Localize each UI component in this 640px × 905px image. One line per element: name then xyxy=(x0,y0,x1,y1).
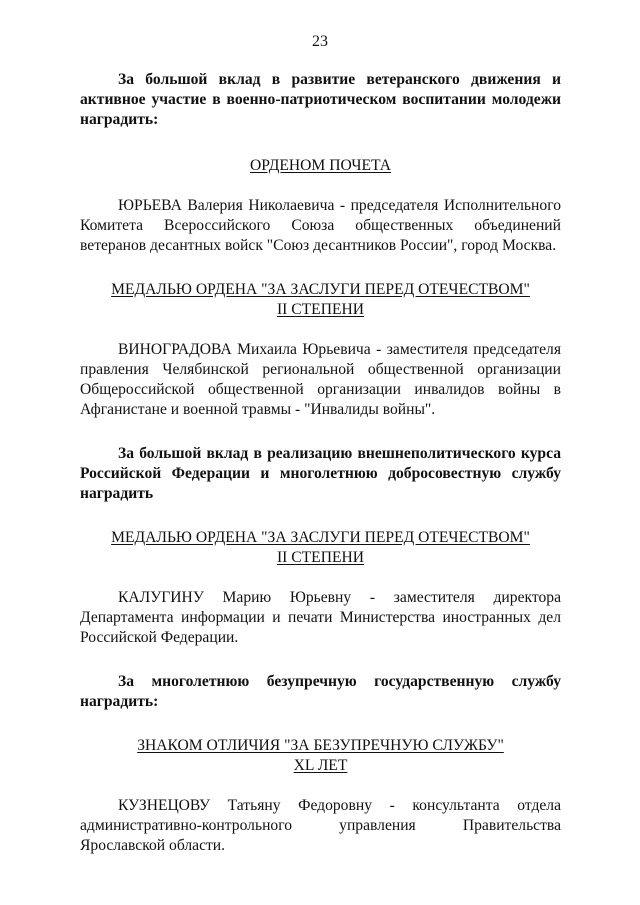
section-4-recipient: КУЗНЕЦОВУ Татьяну Федоровну - консультанта отдела административно-контрольного управления Правительства Ярославской области. xyxy=(80,797,561,854)
section-3-intro: За большой вклад в реализацию внешнеполитического курса Российской Федерации и многолетнюю добросовестную службу наградить xyxy=(80,445,561,502)
section-1-award-line-1: ОРДЕНОМ ПОЧЕТА xyxy=(249,157,391,174)
section-1-award xyxy=(80,156,561,176)
section-4-award-line-2: XL ЛЕТ xyxy=(293,757,348,774)
section-1-intro: За большой вклад в развитие ветеранского движения и активное участие в военно-патриотическом воспитании молодежи наградить: xyxy=(80,71,561,128)
section-2-recipient: ВИНОГРАДОВА Михаила Юрьевича - заместителя председателя правления Челябинской региональной общественной организации Общероссийской общественной организации инвалидов войны в Афганистане и военной травмы - "Инвалиды войны". xyxy=(80,341,561,418)
section-3-award-line-2: II СТЕПЕНИ xyxy=(276,549,365,566)
section-3-recipient: КАЛУГИНУ Марию Юрьевну - заместителя директора Департамента информации и печати Министерства иностранных дел Российской Федерации. xyxy=(80,589,561,646)
page-number: 23 xyxy=(312,33,328,50)
section-4-award xyxy=(80,736,561,776)
section-3-award-line-1: МЕДАЛЬЮ ОРДЕНА "ЗА ЗАСЛУГИ ПЕРЕД ОТЕЧЕСТВОМ" xyxy=(111,529,530,546)
section-2-award-line-1: МЕДАЛЬЮ ОРДЕНА "ЗА ЗАСЛУГИ ПЕРЕД ОТЕЧЕСТВОМ" xyxy=(111,281,530,298)
section-3-award xyxy=(80,528,561,568)
section-2-award xyxy=(80,280,561,320)
section-4-award-line-1: ЗНАКОМ ОТЛИЧИЯ "ЗА БЕЗУПРЕЧНУЮ СЛУЖБУ" xyxy=(137,737,504,754)
section-1-recipient: ЮРЬЕВА Валерия Николаевича - председателя Исполнительного Комитета Всероссийского Союза общественных объединений ветеранов десантных войск "Союз десантников России", город Москва. xyxy=(80,197,561,254)
section-4-intro: За многолетнюю безупречную государственную службу наградить: xyxy=(80,673,561,710)
section-2-award-line-2: II СТЕПЕНИ xyxy=(276,301,365,318)
document-body xyxy=(80,70,561,856)
